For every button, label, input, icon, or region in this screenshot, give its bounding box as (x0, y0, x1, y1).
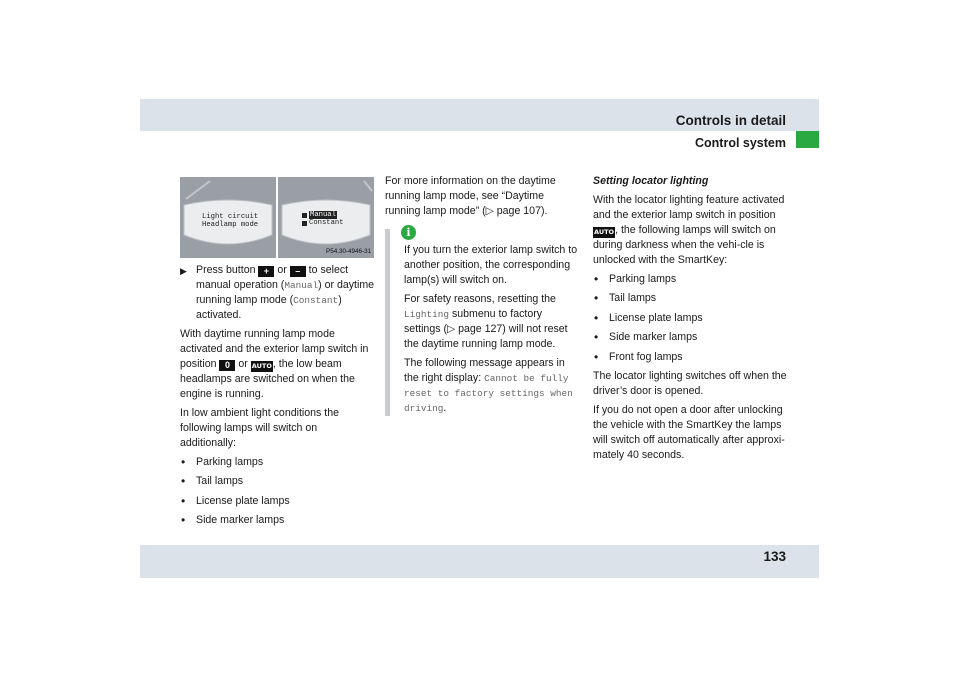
info-note-content (404, 229, 581, 416)
display-panel-right (278, 177, 374, 258)
list-item: • License plate lamps (594, 310, 703, 325)
bullet-icon: • (594, 349, 599, 364)
paragraph-daytime-lamp: With daytime running lamp mode activated and the exterior lamp switch in position 0 or AUTO, the low beam headlamps are switched on when the engine is running. (180, 328, 369, 400)
list-item: • Tail lamps (594, 291, 657, 306)
column-left (180, 263, 376, 533)
list-item: • License plate lamps (181, 493, 290, 508)
instruction-step: ▶ Press button + or – to select manual operation (Manual) or daytime running lamp mode (Constant) activated. (180, 264, 375, 321)
list-item: • Parking lamps (181, 455, 264, 469)
figure-code: P54.30-4946-31 (326, 248, 372, 255)
switch-position-0-icon: 0 (219, 360, 235, 371)
switch-position-auto-icon: AUTO (594, 228, 615, 236)
bullet-icon: • (594, 330, 599, 345)
bullet-icon: • (181, 493, 186, 508)
list-item: • Tail lamps (181, 474, 244, 489)
selection-marker-icon (302, 213, 307, 218)
list-item: • Parking lamps (594, 272, 677, 286)
display-text-left (202, 213, 258, 229)
paragraph-locator-lighting: With the locator lighting feature activated and the exterior lamp switch in position AUTO, the following lamps will switch on during darkness when the vehi-cle is unlocked with the SmartKey: (593, 194, 785, 266)
bullet-icon: • (594, 291, 599, 306)
display-option-manual: Manual (302, 211, 344, 219)
display-text-right (302, 211, 344, 227)
bullet-icon: • (181, 513, 186, 528)
display-message-text: Cannot be fully reset to factory settings when driving (404, 373, 573, 414)
display-line-headlamp-mode: Headlamp mode (202, 221, 259, 229)
instrument-display-figure (180, 177, 374, 258)
display-line-light-circuit: Light circuit (202, 213, 259, 221)
step-arrow-icon: ▶ (180, 266, 187, 276)
list-item: • Front fog lamps (594, 349, 683, 364)
info-note (385, 226, 581, 416)
paragraph-more-info: For more information on the daytime running lamp mode, see “Daytime running lamp mode” (▷ page 107). (385, 175, 556, 217)
display-option-constant: Constant (302, 219, 344, 227)
plus-button-icon: + (258, 266, 274, 277)
bullet-icon: • (181, 474, 186, 489)
paragraph-auto-off: If you do not open a door after unlocking the vehicle with the SmartKey the lamps will switch off automatically after approxi-mately 40 seconds. (593, 403, 785, 461)
bullet-icon: • (594, 272, 599, 286)
display-term-manual: Manual (284, 280, 319, 291)
lamp-list (593, 272, 789, 365)
paragraph-ambient-light: In low ambient light conditions the following lamps will switch on additionally: (180, 407, 339, 449)
selection-marker-icon (302, 221, 307, 226)
list-item: • Side marker lamps (181, 513, 285, 528)
page-subtitle: Control system (695, 136, 786, 150)
info-icon: i (401, 225, 416, 240)
info-paragraph: For safety reasons, resetting the Lighting submenu to factory settings (▷ page 127) will not reset the daytime running lamp mode. (404, 293, 568, 350)
section-tab-marker (796, 131, 819, 148)
bullet-icon: • (594, 310, 599, 325)
bullet-icon: • (181, 455, 186, 469)
page-title: Controls in detail (675, 113, 786, 128)
section-heading: Setting locator lighting (593, 175, 709, 187)
info-paragraph: The following message appears in the right display: Cannot be fully reset to factory settings when driving. (404, 357, 573, 414)
footer-band (140, 545, 819, 578)
minus-button-icon: – (290, 266, 306, 277)
column-right (593, 174, 789, 467)
display-term-lighting: Lighting (404, 309, 450, 320)
paragraph-door-opened: The locator lighting switches off when the driver’s door is opened. (593, 369, 787, 397)
page-number: 133 (763, 549, 786, 564)
list-item: • Side marker lamps (594, 330, 698, 345)
switch-position-auto-icon: AUTO (251, 362, 272, 370)
display-panel-left (180, 177, 276, 258)
info-paragraph: If you turn the exterior lamp switch to another position, the corresponding lamp(s) will switch on. (404, 244, 578, 286)
lamp-list (180, 455, 376, 528)
column-middle (385, 174, 581, 420)
display-term-constant: Constant (293, 295, 339, 306)
